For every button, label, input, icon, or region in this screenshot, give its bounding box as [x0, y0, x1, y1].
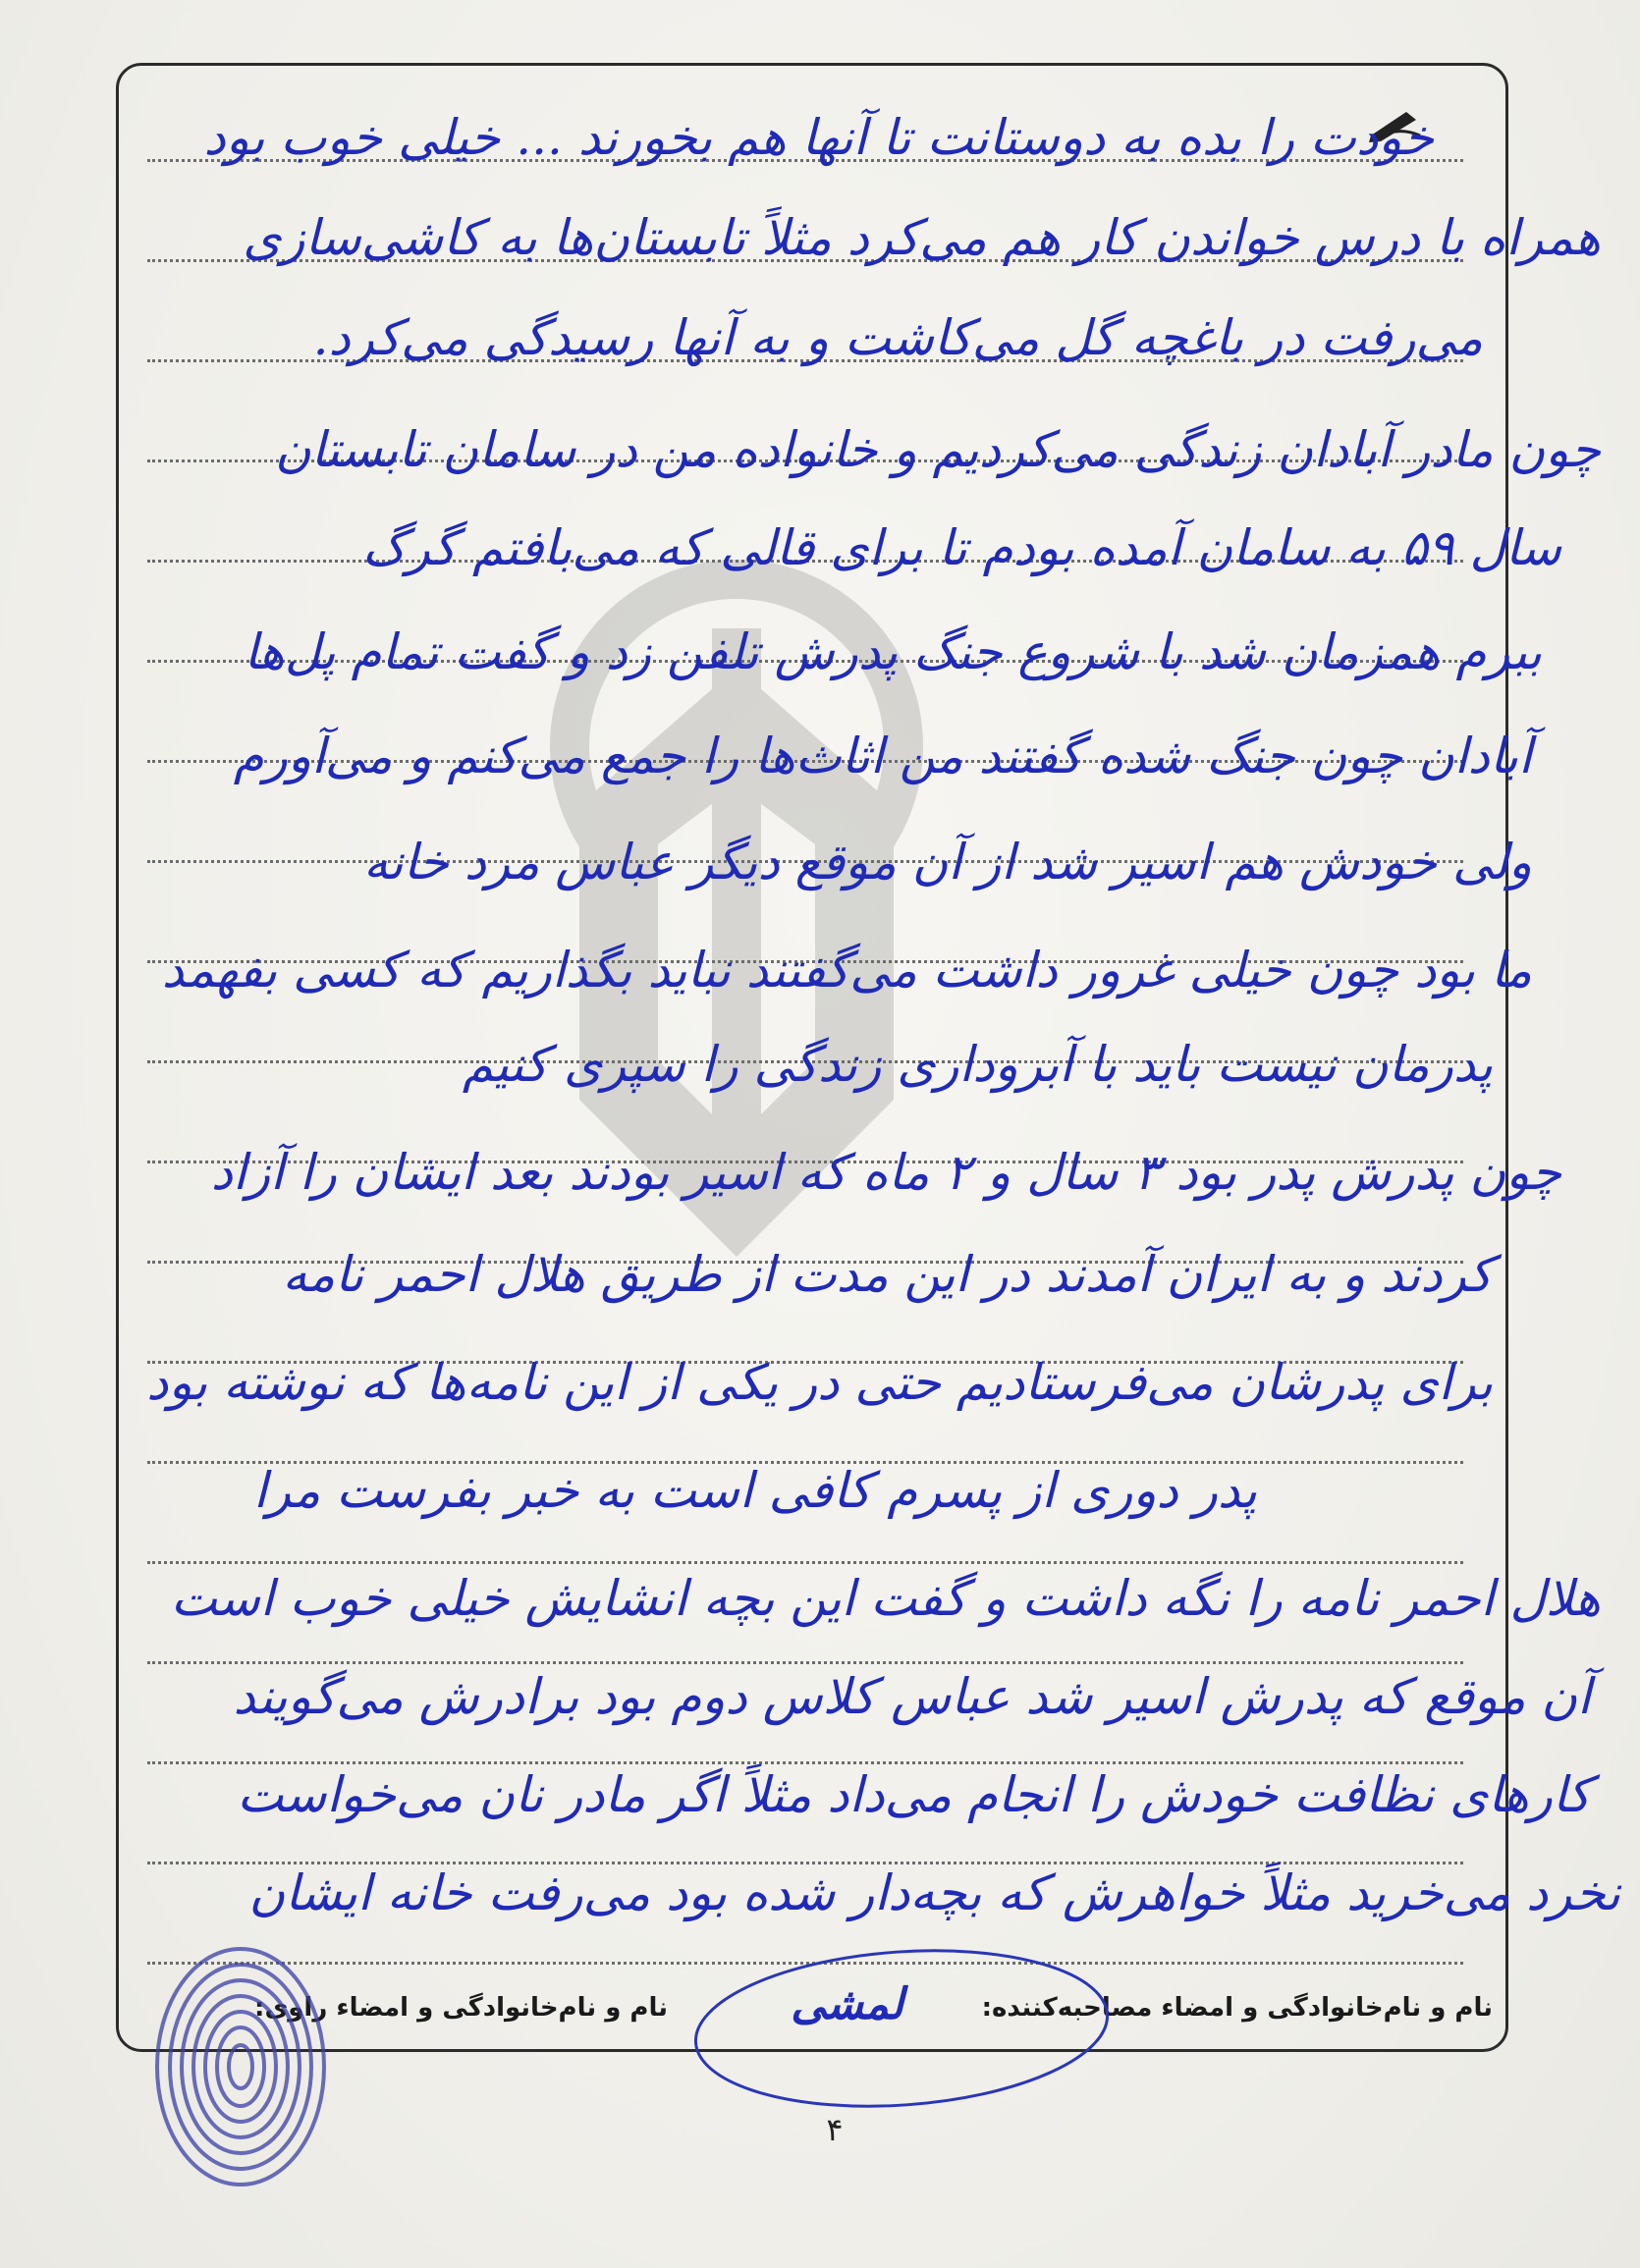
page-number: ۴ [826, 2111, 844, 2148]
handwritten-line: ما بود چون خیلی غرور داشت می‌گفتند نباید بگذاریم که کسی بفهمد [161, 942, 1532, 999]
handwritten-line: ولی خودش هم اسیر شد از آن موقع دیگر عباس مرد خانه [362, 834, 1532, 891]
interviewer-signature-label: نام و نام‌خانوادگی و امضاء مصاحبه‌کننده: [981, 1993, 1493, 2023]
handwritten-line: چون پدرش پدر بود ۳ سال و ۲ ماه که اسیر بودند بعد ایشان را آزاد [210, 1144, 1561, 1201]
handwritten-line: کردند و به ایران آمدند در این مدت از طریق هلال احمر نامه [282, 1246, 1493, 1303]
narrator-signature-label: نام و نام‌خانوادگی و امضاء راوی: [254, 1993, 668, 2023]
handwritten-line: سال ۵۹ به سامان آمده بودم تا برای قالی که می‌بافتم گرگ [361, 519, 1561, 576]
handwritten-line: می‌رفت در باغچه گل می‌کاشت و به آنها رسیدگی می‌کرد. [312, 309, 1483, 366]
dotted-line [147, 1661, 1463, 1664]
signature-oval [685, 1942, 1118, 2119]
fingerprint-mark [147, 1939, 334, 2194]
handwritten-line: ببرم همزمان شد با شروع جنگ پدرش تلفن زد و گفت تمام پل‌ها [244, 623, 1542, 680]
handwritten-line: همراه با درس خواندن کار هم می‌کرد مثلاً تابستان‌ها به کاشی‌سازی [243, 209, 1601, 266]
dotted-line [147, 1761, 1463, 1764]
handwritten-line: آن موقع که پدرش اسیر شد عباس کلاس دوم بود برادرش می‌گویند [233, 1668, 1591, 1725]
handwritten-line: نخرد می‌خرید مثلاً خواهرش که بچه‌دار شده بود می‌رفت خانه ایشان [248, 1864, 1620, 1921]
interviewer-signature: لمشی [791, 1979, 903, 2029]
handwritten-line: هلال احمر نامه را نگه داشت و گفت این بچه انشایش خیلی خوب است [170, 1570, 1601, 1627]
handwritten-line: پدرمان نیست باید با آبروداری زندگی را سپری کنیم [462, 1036, 1493, 1093]
handwritten-line: خودت را بده به دوستانت تا آنها هم بخورند ... خیلی خوب بود [203, 109, 1434, 166]
dotted-line [147, 1561, 1463, 1564]
handwritten-line: برای پدرشان می‌فرستادیم حتی در یکی از این نامه‌ها که نوشته بود [146, 1354, 1493, 1411]
handwritten-line: آبادان چون جنگ شده گفتند من اثاث‌ها را جمع می‌کنم و می‌آورم [233, 728, 1532, 784]
handwritten-line: پدر دوری از پسرم کافی است به خبر بفرست مرا [253, 1462, 1257, 1519]
handwritten-line: کارهای نظافت خودش را انجام می‌داد مثلاً اگر مادر نان می‌خواست [237, 1766, 1591, 1823]
handwritten-line: چون مادر آبادان زندگی می‌کردیم و خانواده من در سامان تابستان [274, 421, 1601, 478]
